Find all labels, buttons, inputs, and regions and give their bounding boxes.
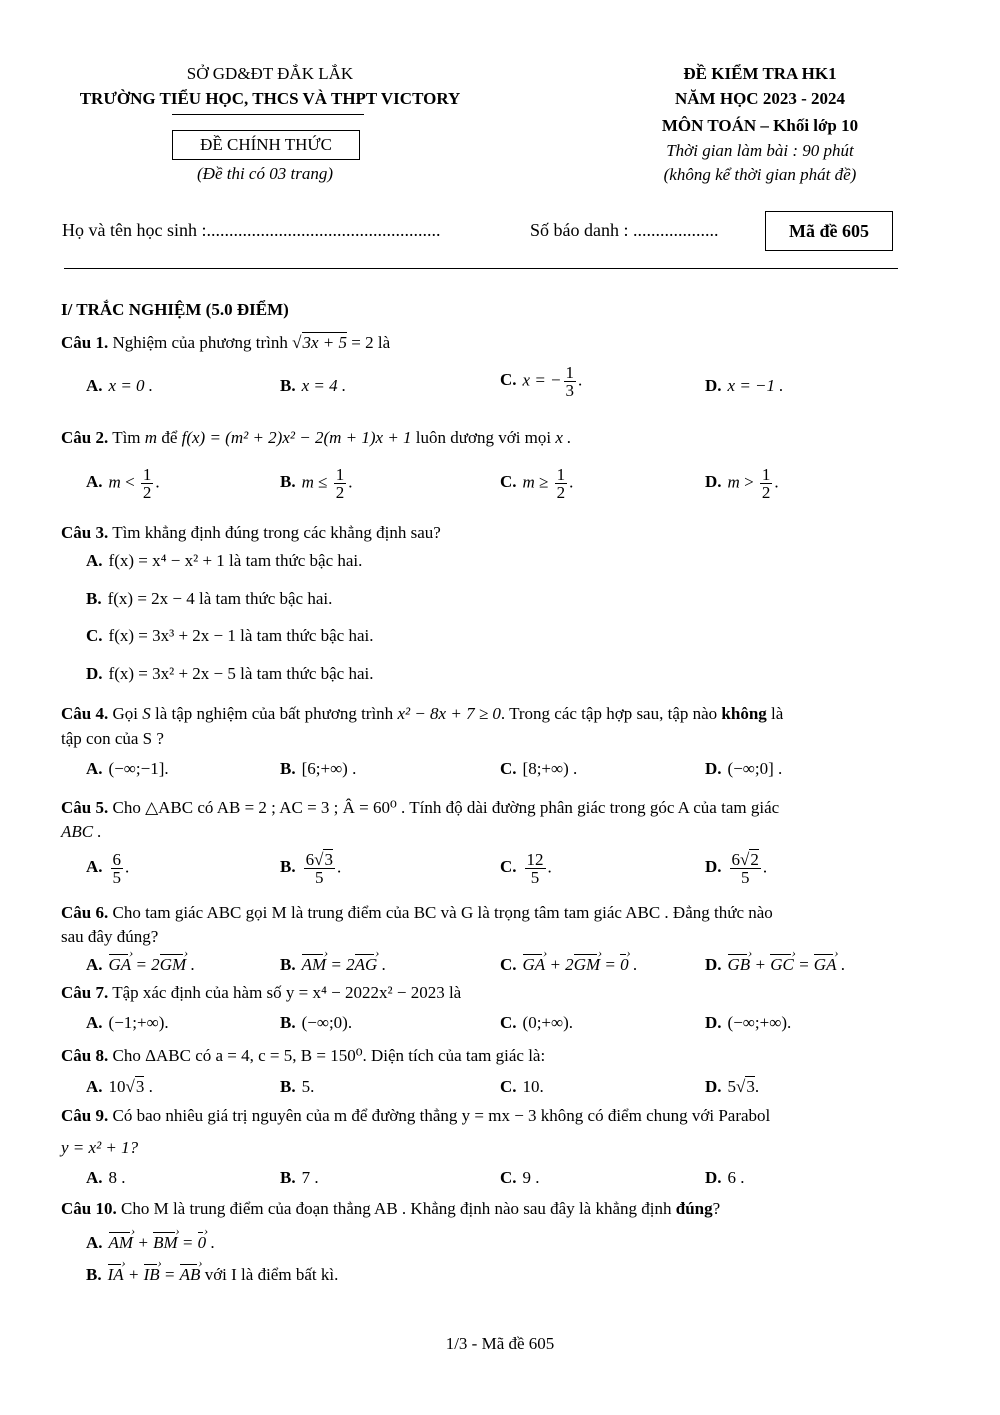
question-5-line2: ABC . [61, 822, 102, 841]
q9-option-d[interactable]: D. 6 . [705, 1168, 745, 1187]
q5-option-d[interactable]: D. $\frac{6√2}{5}$ . [705, 850, 768, 887]
q8-option-d[interactable]: D. 5√3. [705, 1077, 760, 1096]
question-7: Câu 7. Tập xác định của hàm số y = x⁴ − 2022x² − 2023 là [61, 983, 462, 1002]
question-1: Câu 1. Nghiệm của phương trình √3x + 5 = 2 là [61, 333, 391, 352]
exam-time-note: (không kể thời gian phát đề) [663, 165, 857, 184]
q1-option-d[interactable]: D. x = −1 . [705, 376, 784, 395]
exam-code: Mã đề 605 [765, 211, 893, 251]
student-name-field[interactable]: Họ và tên học sinh :.................................................... [62, 220, 441, 240]
q3-option-c[interactable]: C. f(x) = 3x³ + 2x − 1 là tam thức bậc hai. [86, 626, 374, 645]
exam-title: ĐỀ KIỂM TRA HK1 [683, 64, 837, 83]
q2-option-b[interactable]: B. m ≤ $\frac{1}{2}$ . [280, 465, 353, 502]
q9-option-b[interactable]: B. 7 . [280, 1168, 319, 1187]
q8-option-a[interactable]: A. 10√3 . [86, 1077, 153, 1096]
question-6-line2: sau đây đúng? [61, 927, 159, 946]
q7-option-d[interactable]: D. (−∞;+∞). [705, 1013, 792, 1032]
q10-option-b[interactable]: B. IA › + IB › = AB › với I là điểm bất kì. [86, 1265, 338, 1285]
q5-option-a[interactable]: A. $\frac{6}{5}$ . [86, 850, 130, 887]
q9-option-a[interactable]: A. 8 . [86, 1168, 126, 1187]
pages-note: (Đề thi có 03 trang) [197, 164, 333, 183]
question-9-line2: y = x² + 1? [61, 1138, 139, 1157]
q7-option-b[interactable]: B. (−∞;0). [280, 1013, 353, 1032]
question-5: Câu 5. Cho △ABC có AB = 2 ; AC = 3 ; Â = 60⁰ . Tính độ dài đường phân giác trong góc A của tam giác [61, 798, 780, 817]
school-name: TRƯỜNG TIỂU HỌC, THCS VÀ THPT VICTORY [79, 89, 461, 108]
q1-option-b[interactable]: B. x = 4 . [280, 376, 347, 395]
q3-option-a[interactable]: A. f(x) = x⁴ − x² + 1 là tam thức bậc hai. [86, 551, 363, 570]
student-id-field[interactable]: Số báo danh : ................... [530, 220, 719, 240]
q9-option-c[interactable]: C. 9 . [500, 1168, 540, 1187]
question-9: Câu 9. Có bao nhiêu giá trị nguyên của m để đường thẳng y = mx − 3 không có điểm chung với Parabol [61, 1106, 771, 1125]
q2-option-d[interactable]: D. m > $\frac{1}{2}$ . [705, 465, 779, 502]
q6-option-c[interactable]: C. GA › + 2GM › = 0 › . [500, 955, 637, 975]
question-10: Câu 10. Cho M là trung điểm của đoạn thẳng AB . Khẳng định nào sau đây là khẳng định đúng? [61, 1199, 721, 1218]
official-label: ĐỀ CHÍNH THỨC [172, 130, 360, 160]
q1-option-c[interactable]: C. x = − $\frac{1}{3}$ . [500, 363, 583, 400]
q4-option-d[interactable]: D. (−∞;0] . [705, 759, 783, 778]
header-rule [64, 268, 898, 269]
q7-option-a[interactable]: A. (−1;+∞). [86, 1013, 169, 1032]
q5-option-c[interactable]: C. $\frac{12}{5}$ . [500, 850, 552, 887]
question-4-line2: tập con của S ? [61, 729, 164, 748]
department-name: SỞ GD&ĐT ĐẮK LẮK [186, 64, 354, 83]
subject: MÔN TOÁN – Khối lớp 10 [661, 116, 859, 135]
q6-option-b[interactable]: B. AM › = 2AG › . [280, 955, 386, 975]
question-2: Câu 2. Tìm m để f(x) = (m² + 2)x² − 2(m + 1)x + 1 luôn dương với mọi x . [61, 428, 572, 447]
page-footer: 1/3 - Mã đề 605 [445, 1334, 555, 1353]
q6-option-d[interactable]: D. GB › + GC › = GA › . [705, 955, 845, 975]
question-3: Câu 3. Tìm khẳng định đúng trong các khẳng định sau? [61, 523, 441, 542]
school-year: NĂM HỌC 2023 - 2024 [675, 89, 845, 108]
q5-option-b[interactable]: B. $\frac{6√3}{5}$ . [280, 850, 342, 887]
section-title: I/ TRẮC NGHIỆM (5.0 ĐIỂM) [61, 300, 289, 319]
question-6: Câu 6. Cho tam giác ABC gọi M là trung điểm của BC và G là trọng tâm tam giác ABC . Đẳng thức nào [61, 903, 773, 922]
q10-option-a[interactable]: A. AM › + BM › = 0 › . [86, 1233, 215, 1253]
q8-option-b[interactable]: B. 5. [280, 1077, 315, 1096]
q6-option-a[interactable]: A. GA › = 2GM › . [86, 955, 195, 975]
q2-option-a[interactable]: A. m < $\frac{1}{2}$ . [86, 465, 160, 502]
question-8: Câu 8. Cho ΔABC có a = 4, c = 5, B = 150⁰. Diện tích của tam giác là: [61, 1046, 546, 1065]
question-4: Câu 4. Gọi S là tập nghiệm của bất phương trình x² − 8x + 7 ≥ 0. Trong các tập hợp sau, tập nào không là [61, 704, 784, 723]
q8-option-c[interactable]: C. 10. [500, 1077, 544, 1096]
q3-option-d[interactable]: D. f(x) = 3x² + 2x − 5 là tam thức bậc hai. [86, 664, 374, 683]
q7-option-c[interactable]: C. (0;+∞). [500, 1013, 574, 1032]
q4-option-b[interactable]: B. [6;+∞) . [280, 759, 357, 778]
header-divider [172, 114, 364, 115]
q1-option-a[interactable]: A. x = 0 . [86, 376, 154, 395]
q4-option-c[interactable]: C. [8;+∞) . [500, 759, 578, 778]
q2-option-c[interactable]: C. m ≥ $\frac{1}{2}$ . [500, 465, 574, 502]
q4-option-a[interactable]: A. (−∞;−1]. [86, 759, 169, 778]
exam-time: Thời gian làm bài : 90 phút [666, 141, 854, 160]
q3-option-b[interactable]: B. f(x) = 2x − 4 là tam thức bậc hai. [86, 589, 333, 608]
